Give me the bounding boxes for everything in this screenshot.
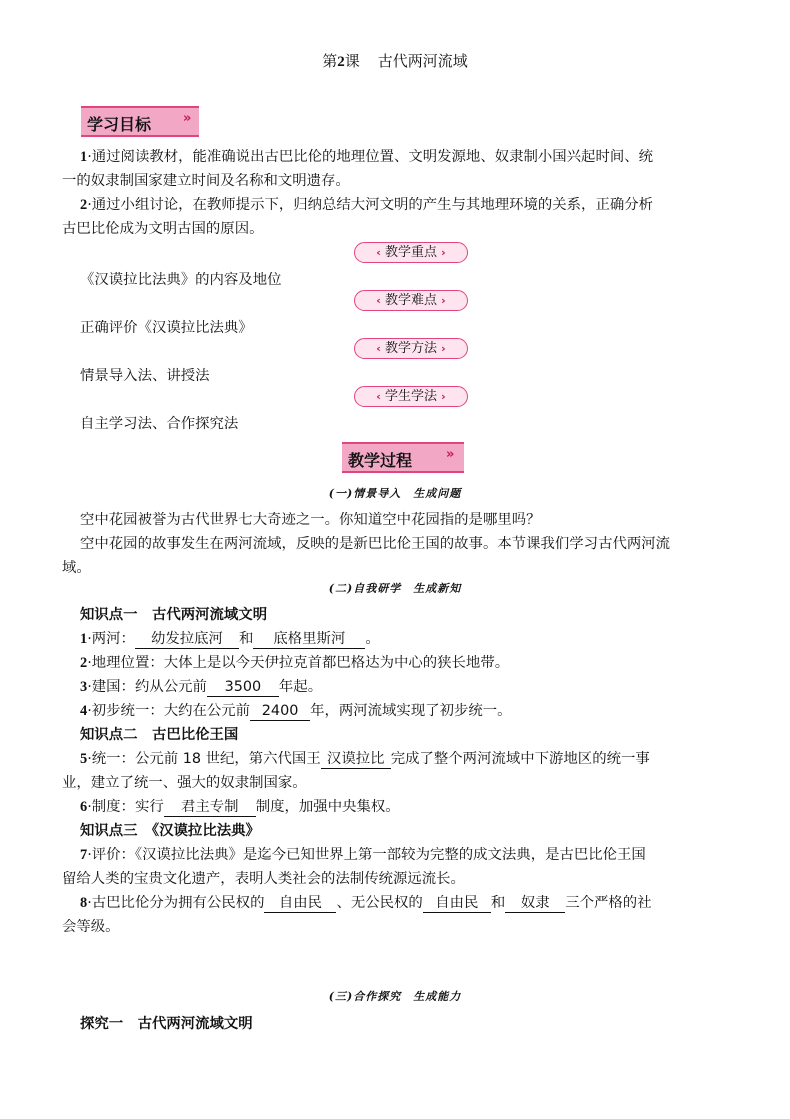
item-8-end: 三个严格的社	[565, 895, 652, 911]
lesson-name: 古代两河流域	[377, 52, 468, 70]
objective-2-line1: ·通过小组讨论，在教师提示下，归纳总结大河文明的产生与其地理环境的关系，正确分析	[87, 197, 654, 213]
lesson-number: 2	[337, 54, 345, 70]
item-3	[80, 675, 322, 697]
item-3-prefix: ·建国：约从公元前	[87, 679, 207, 695]
study-label: ‹ 学生学法 ›	[354, 386, 468, 407]
item-7-line2: 留给人类的宝贵文化遗产，表明人类社会的法制传统源远流长。	[62, 871, 465, 887]
method-text: 情景导入法、讲授法	[80, 368, 210, 384]
objective-2-number: 2	[80, 197, 88, 213]
item-6	[80, 795, 400, 817]
method-label-text: 教学方法	[384, 341, 437, 356]
objective-1-number: 1	[80, 149, 88, 165]
item-8-prefix: ·古巴比伦分为拥有公民权的	[87, 895, 265, 911]
key-point-label: ‹ 教学重点 ›	[354, 242, 468, 263]
item-1	[80, 627, 380, 649]
difficulty-label-text: 教学难点	[384, 293, 437, 308]
item-1-number: 1	[80, 631, 88, 647]
item-4-end: 年，两河流域实现了初步统一。	[310, 703, 512, 719]
answer-2400: 2400	[250, 703, 310, 721]
item-7-number: 7	[80, 847, 88, 863]
answer-free-citizens: 自由民	[264, 895, 336, 913]
study-label-text: 学生学法	[384, 389, 437, 404]
answer-euphrates: 幼发拉底河	[135, 631, 239, 649]
process-banner-label: 教学过程	[348, 451, 413, 470]
method-label: ‹ 教学方法 ›	[354, 338, 468, 359]
knowledge-point-2-title: 知识点二 古巴比伦王国	[80, 727, 239, 743]
item-1-prefix: ·两河：	[87, 631, 135, 647]
objectives-banner-label: 学习目标	[87, 115, 152, 134]
item-2	[80, 651, 509, 672]
answer-3500: 3500	[207, 679, 279, 697]
knowledge-point-3-title: 知识点三 《汉谟拉比法典》	[80, 823, 260, 839]
difficulty-text: 正确评价《汉谟拉比法典》	[80, 320, 253, 336]
objective-2-line2: 古巴比伦成为文明古国的原因。	[62, 221, 264, 237]
objective-1	[62, 145, 742, 193]
lesson-title	[0, 50, 790, 71]
item-7-line1: ·评价：《汉谟拉比法典》是迄今已知世界上第一部较为完整的成文法典，是古巴比伦王国	[87, 847, 646, 863]
item-4-prefix: ·初步统一：大约在公元前	[87, 703, 251, 719]
section-3-heading: (三)合作探究 生成能力	[328, 990, 462, 1003]
item-2-number: 2	[80, 655, 88, 671]
item-8-mid2: 和	[490, 895, 506, 911]
item-4	[80, 699, 512, 721]
item-2-text: ·地理位置：大体上是以今天伊拉克首都巴格达为中心的狭长地带。	[87, 655, 510, 671]
double-arrow-icon: »	[446, 447, 455, 462]
answer-hammurabi: 汉谟拉比	[321, 751, 391, 769]
study-text: 自主学习法、合作探究法	[80, 416, 239, 432]
item-7	[80, 843, 646, 864]
double-arrow-icon: »	[183, 111, 192, 126]
answer-free-noncitizens: 自由民	[423, 895, 491, 913]
item-8-number: 8	[80, 895, 88, 911]
section-1-paragraph-2-line1: 空中花园的故事发生在两河流域，反映的是新巴比伦王国的故事。本节课我们学习古代两河流	[80, 536, 671, 552]
item-5-line2: 业，建立了统一、强大的奴隶制国家。	[62, 775, 307, 791]
section-1-paragraph-1: 空中花园被誉为古代世界七大奇迹之一。你知道空中花园指的是哪里吗？	[80, 512, 541, 528]
process-banner	[342, 442, 464, 473]
item-6-number: 6	[80, 799, 88, 815]
item-3-end: 年起。	[278, 679, 323, 695]
item-1-conj: 和	[238, 631, 254, 647]
title-prefix: 第	[322, 52, 338, 70]
difficulty-label: ‹ 教学难点 ›	[354, 290, 468, 311]
item-5-end: 完成了整个两河流域中下游地区的统一事	[390, 751, 650, 767]
item-6-prefix: ·制度：实行	[87, 799, 164, 815]
objective-2	[62, 193, 742, 241]
item-8-mid1: 、无公民权的	[336, 895, 423, 911]
item-5-number: 5	[80, 751, 88, 767]
item-5	[80, 747, 650, 769]
answer-tigris: 底格里斯河	[253, 631, 365, 649]
item-3-number: 3	[80, 679, 88, 695]
objective-1-line2: 一的奴隶制国家建立时间及名称和文明遗存。	[62, 173, 350, 189]
exploration-1-title: 探究一 古代两河流域文明	[80, 1016, 253, 1032]
item-8-line2: 会等级。	[62, 919, 120, 935]
answer-absolute-monarchy: 君主专制	[164, 799, 256, 817]
objective-1-line1: ·通过阅读教材，能准确说出古巴比伦的地理位置、文明发源地、奴隶制小国兴起时间、统	[87, 149, 654, 165]
item-4-number: 4	[80, 703, 88, 719]
item-6-end: 制度，加强中央集权。	[255, 799, 400, 815]
key-point-text: 《汉谟拉比法典》的内容及地位	[80, 272, 282, 288]
item-1-end: 。	[365, 631, 380, 647]
item-5-prefix: ·统一：公元前 18 世纪，第六代国王	[87, 751, 321, 767]
section-2-heading: (二)自我研学 生成新知	[328, 582, 462, 595]
key-point-label-text: 教学重点	[384, 245, 437, 260]
title-mid: 课	[344, 52, 360, 70]
answer-slaves: 奴隶	[505, 895, 565, 913]
objectives-banner	[81, 106, 199, 137]
section-1-paragraph-2-line2: 域。	[62, 560, 91, 576]
section-1-heading: (一)情景导入 生成问题	[328, 487, 462, 500]
knowledge-point-1-title: 知识点一 古代两河流域文明	[80, 607, 268, 623]
item-8	[80, 891, 652, 913]
